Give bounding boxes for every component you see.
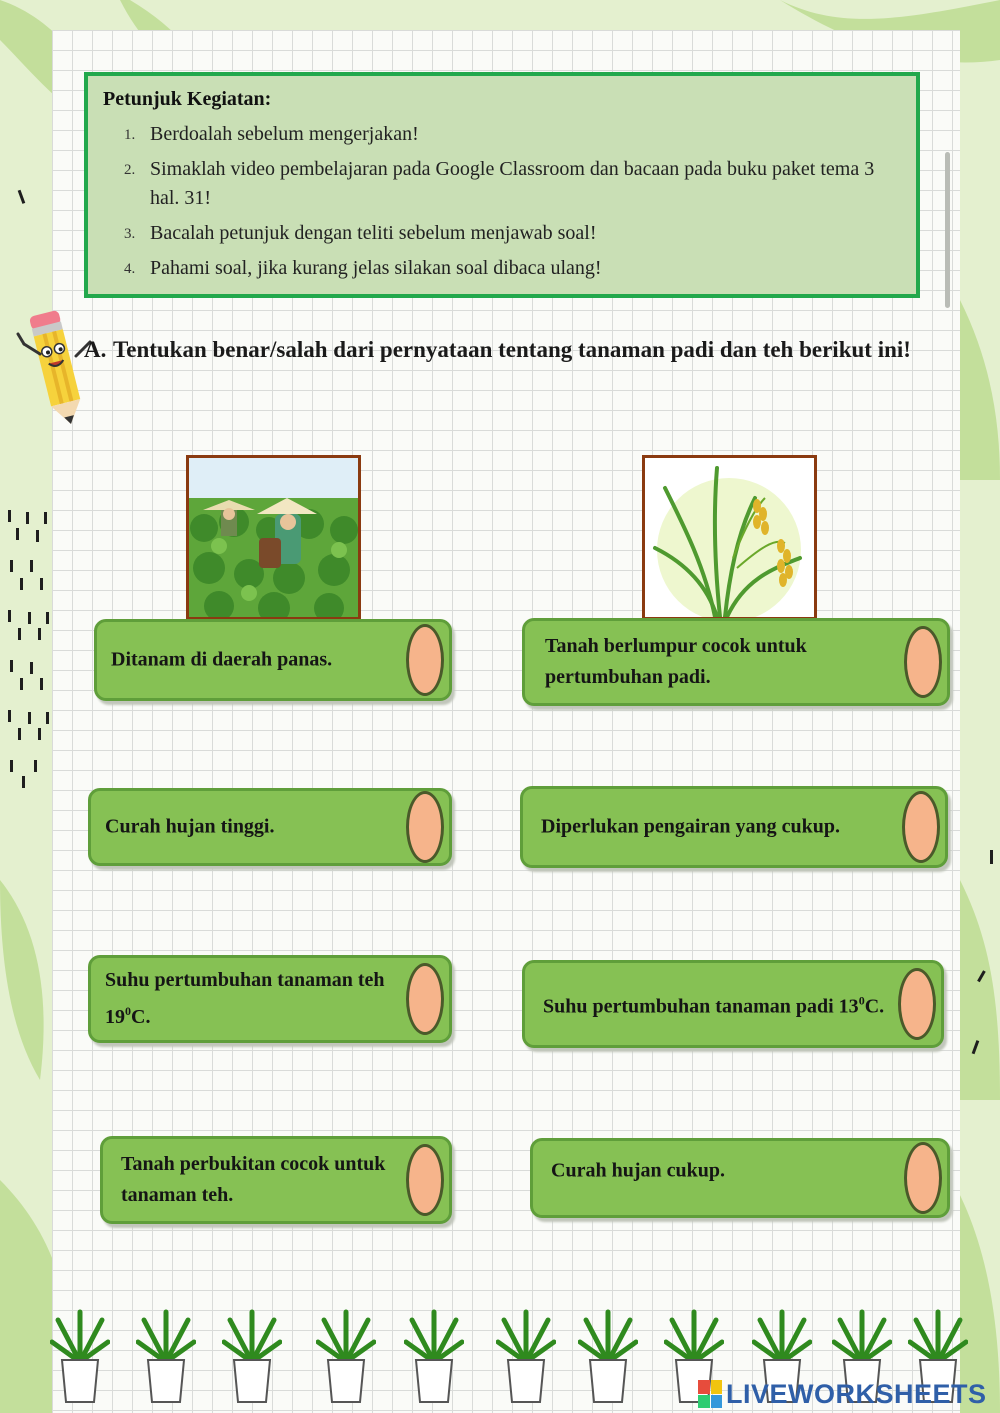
instruction-item bbox=[124, 120, 894, 149]
rice-plant-image bbox=[642, 455, 817, 620]
statement-card bbox=[94, 619, 452, 701]
statement-text: Ditanam di daerah panas. bbox=[111, 648, 333, 671]
statement-card bbox=[522, 618, 950, 706]
instruction-text: Simaklah video pembelajaran pada Google Classroom dan bacaan pada buku paket tema 3 hal. 31! bbox=[150, 158, 875, 209]
instruction-item bbox=[124, 219, 894, 248]
potted-plant-icon bbox=[136, 1302, 196, 1406]
statement-text: Tanah berlumpur cocok untuk pertumbuhan padi. bbox=[545, 635, 807, 688]
instruction-number: 4. bbox=[124, 261, 136, 277]
instruction-item bbox=[124, 155, 894, 213]
answer-drop-target[interactable] bbox=[904, 1142, 942, 1214]
answer-drop-target[interactable] bbox=[406, 963, 444, 1035]
potted-plant-icon bbox=[222, 1302, 282, 1406]
statement-text: Tanah perbukitan cocok untuk tanaman teh. bbox=[121, 1153, 386, 1206]
statement-card bbox=[520, 786, 948, 868]
statement-card bbox=[530, 1138, 950, 1218]
liveworksheets-logo bbox=[698, 1376, 987, 1412]
brand-name: LIVEWORKSHEETS bbox=[726, 1378, 987, 1409]
question-letter: A. bbox=[84, 337, 107, 362]
question-text: Tentukan benar/salah dari pernyataan tentang tanaman padi dan teh berikut ini! bbox=[113, 337, 911, 362]
statement-card bbox=[100, 1136, 452, 1224]
answer-drop-target[interactable] bbox=[898, 968, 936, 1040]
potted-plant-icon bbox=[50, 1302, 110, 1406]
instructions-list bbox=[124, 120, 894, 289]
statement-text: Curah hujan cukup. bbox=[551, 1159, 725, 1182]
instruction-text: Bacalah petunjuk dengan teliti sebelum menjawab soal! bbox=[150, 222, 597, 244]
answer-drop-target[interactable] bbox=[406, 791, 444, 863]
tea-pickers-image bbox=[186, 455, 361, 620]
potted-plant-icon bbox=[496, 1302, 556, 1406]
instruction-number: 1. bbox=[124, 127, 136, 143]
statement-card bbox=[88, 788, 452, 866]
statement-text: Suhu pertumbuhan tanaman teh $19^0C$. bbox=[105, 969, 385, 1028]
instruction-number: 2. bbox=[124, 162, 136, 178]
statement-text: Suhu pertumbuhan tanaman padi $13^0C$. bbox=[543, 993, 885, 1018]
answer-drop-target[interactable] bbox=[406, 624, 444, 696]
potted-plant-icon bbox=[316, 1302, 376, 1406]
instructions-title: Petunjuk Kegiatan: bbox=[103, 88, 272, 110]
statement-card bbox=[522, 960, 944, 1048]
answer-drop-target[interactable] bbox=[904, 626, 942, 698]
pencil-mascot-icon bbox=[14, 304, 98, 432]
instruction-text: Berdoalah sebelum mengerjakan! bbox=[150, 123, 419, 145]
vertical-scrollbar[interactable] bbox=[945, 152, 950, 308]
statement-text: Diperlukan pengairan yang cukup. bbox=[541, 815, 840, 838]
instruction-number: 3. bbox=[124, 226, 136, 242]
liveworksheets-badge-icon bbox=[698, 1380, 722, 1408]
statement-card bbox=[88, 955, 452, 1043]
instructions-box bbox=[84, 72, 920, 298]
answer-drop-target[interactable] bbox=[406, 1144, 444, 1216]
answer-drop-target[interactable] bbox=[902, 791, 940, 863]
potted-plant-icon bbox=[404, 1302, 464, 1406]
statement-text: Curah hujan tinggi. bbox=[105, 815, 275, 838]
question-heading bbox=[84, 334, 924, 366]
potted-plant-icon bbox=[578, 1302, 638, 1406]
instruction-item bbox=[124, 254, 894, 283]
instruction-text: Pahami soal, jika kurang jelas silakan soal dibaca ulang! bbox=[150, 257, 602, 279]
